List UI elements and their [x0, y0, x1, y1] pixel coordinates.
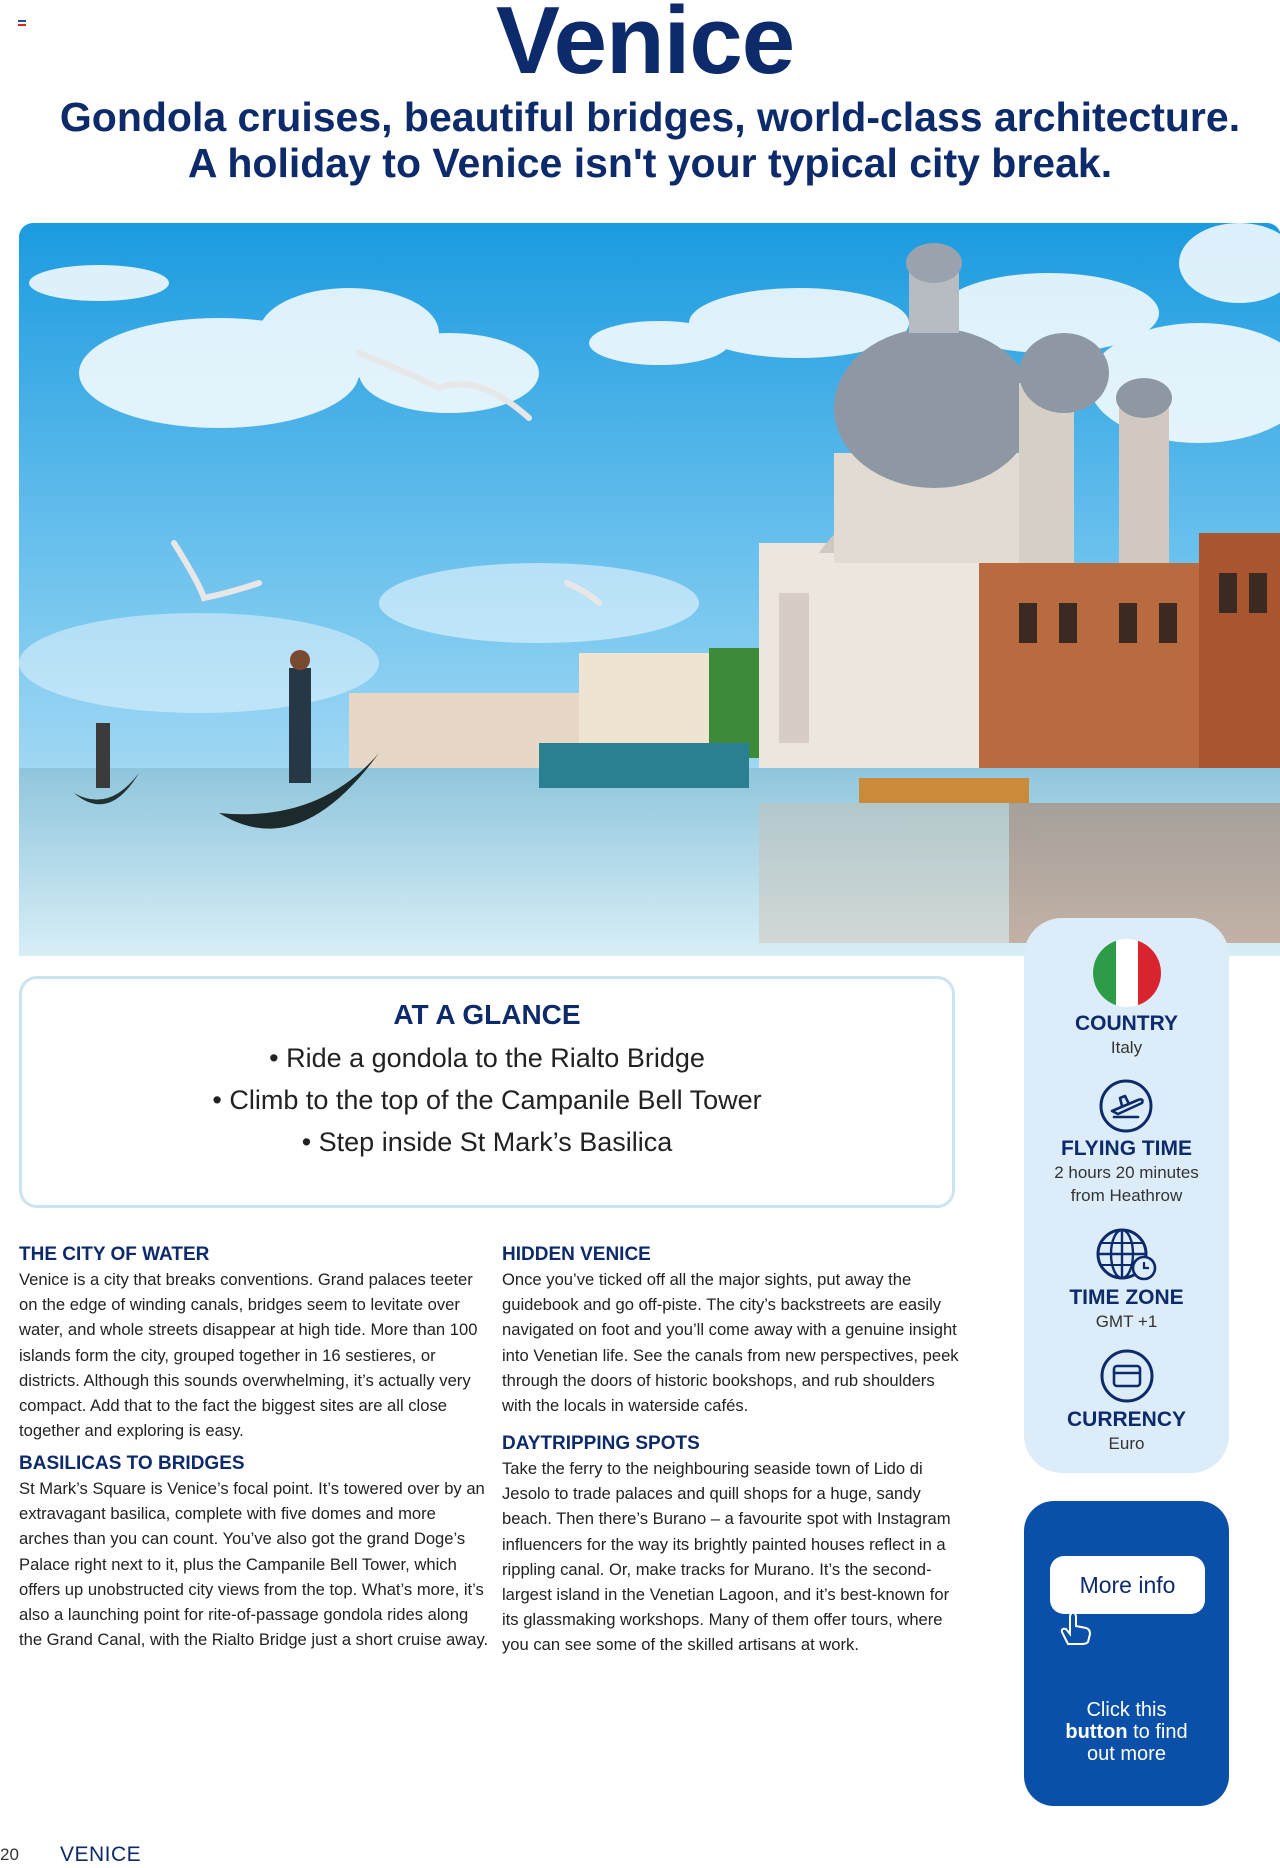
timezone-label: TIME ZONE	[1069, 1286, 1184, 1309]
cta-caption	[1024, 1699, 1229, 1765]
section-heading: HIDDEN VENICE	[502, 1244, 651, 1265]
time-zone-fact	[1024, 1286, 1229, 1333]
currency-value: Euro	[1108, 1434, 1145, 1453]
section-body: St Mark’s Square is Venice’s focal point. It’s towered over by an extravagant basilica, complete with five domes and more arches than you can count. You’ve also got the grand Doge’s Palace right next to it, plus the Campanile Bell Tower, which offers up unobstructed city views from the top. What’s more, it’s also a launching point for rite-of-passage gondola rides along the Grand Canal, with the Rialto Bridge just a short cruise away.	[19, 1479, 489, 1650]
card-icon	[1099, 1348, 1155, 1404]
glance-item: • Step inside St Mark’s Basilica	[22, 1121, 952, 1163]
page-subtitle	[0, 94, 1280, 186]
glance-heading: AT A GLANCE	[393, 999, 581, 1030]
country-value: Italy	[1110, 1038, 1143, 1057]
at-a-glance-box	[19, 976, 955, 1208]
currency-fact	[1024, 1408, 1229, 1455]
section-heading: DAYTRIPPING SPOTS	[502, 1433, 700, 1454]
flying-value-line-2: from Heathrow	[1070, 1186, 1183, 1205]
timezone-value: GMT +1	[1095, 1312, 1158, 1331]
cta-line-2-rest: to find	[1127, 1721, 1188, 1743]
section-body: Venice is a city that breaks conventions. Grand palaces teeter on the edge of winding canals, bridges seem to levitate over water, and whole streets disappear at high tide. More than 100 islands form the city, grouped together in 16 sestieres, or districts. Although this sounds overwhelming, it’s actually very compact. Add that to the fact the biggest sites are all close together and exploring is easy.	[19, 1270, 478, 1441]
currency-label: CURRENCY	[1066, 1408, 1186, 1431]
airplane-icon	[1098, 1078, 1154, 1134]
italy-flag-icon	[1092, 938, 1162, 1008]
section-basilicas-to-bridges	[19, 1452, 489, 1652]
glance-item: • Climb to the top of the Campanile Bell Tower	[22, 1079, 952, 1121]
hero-photo-venice	[19, 223, 1280, 956]
subtitle-line-1: Gondola cruises, beautiful bridges, world-class architecture.	[59, 94, 1241, 140]
more-info-panel	[1024, 1501, 1229, 1806]
cta-line-3: out more	[1087, 1743, 1166, 1765]
more-info-button[interactable]: More info	[1050, 1556, 1205, 1614]
country-label: COUNTRY	[1074, 1012, 1179, 1035]
page-title: Venice	[495, 0, 795, 94]
glance-list	[22, 1037, 952, 1163]
cta-line-1: Click this	[1086, 1699, 1167, 1721]
country-fact	[1024, 1012, 1229, 1059]
flying-value-line-1: 2 hours 20 minutes	[1054, 1163, 1199, 1182]
pointing-hand-icon	[1058, 1604, 1098, 1646]
globe-clock-icon	[1094, 1226, 1158, 1282]
quick-facts-sidebar	[1024, 918, 1229, 1473]
section-body: Take the ferry to the neighbouring seaside town of Lido di Jesolo to trade palaces and quill shops for a huge, sandy beach. Then there’s Burano – a favourite spot with Instagram influencers for the way its brightly painted houses reflect in a rippling canal. Or, make tracks for Murano. It’s the second-largest island in the Venetian Lagoon, and it’s best-known for its glassmaking workshops. Many of them offer tours, where you can see some of the skilled artisans at work.	[502, 1459, 951, 1655]
section-hidden-venice	[502, 1243, 962, 1418]
flying-label: FLYING TIME	[1060, 1137, 1193, 1160]
footer-section-name: VENICE	[60, 1843, 142, 1866]
section-city-of-water	[19, 1243, 489, 1443]
subtitle-line-2: A holiday to Venice isn't your typical city break.	[187, 140, 1113, 186]
section-daytripping-spots	[502, 1432, 962, 1658]
section-heading: THE CITY OF WATER	[19, 1244, 210, 1265]
section-body: Once you’ve ticked off all the major sights, put away the guidebook and go off-piste. The city’s backstreets are easily navigated on foot and you’ll come away with a genuine insight into Venetian life. See the canals from new perspectives, peek through the doors of historic bookshops, and rub shoulders with the locals in waterside cafés.	[502, 1270, 959, 1416]
cta-line-2-bold: button	[1065, 1721, 1128, 1743]
glance-item: • Ride a gondola to the Rialto Bridge	[22, 1037, 952, 1079]
flying-time-fact	[1024, 1137, 1229, 1207]
cta-line-2	[1024, 1721, 1229, 1743]
section-heading: BASILICAS TO BRIDGES	[19, 1453, 245, 1474]
page-number: 20	[0, 1845, 19, 1864]
